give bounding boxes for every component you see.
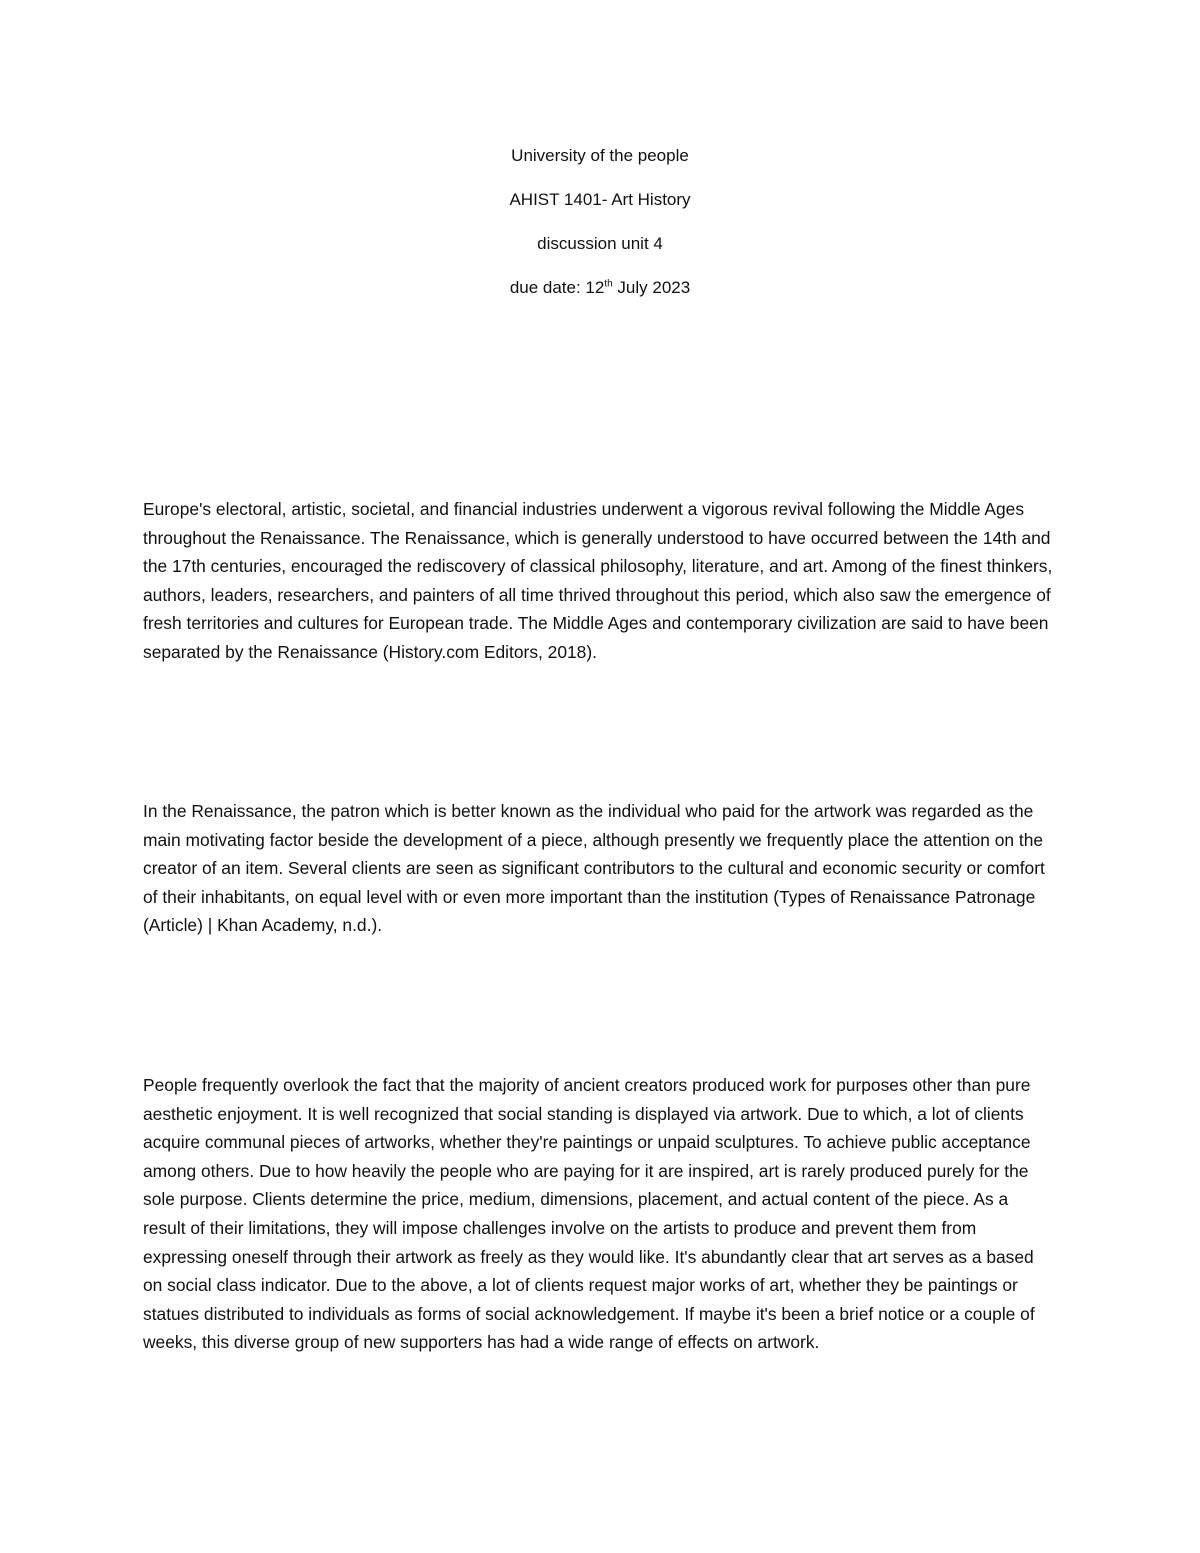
due-date bbox=[0, 274, 1200, 318]
due-date-ordinal: th bbox=[604, 278, 613, 290]
course-title: AHIST 1401- Art History bbox=[509, 190, 691, 209]
body-paragraph: In the Renaissance, the patron which is better known as the individual who paid for the artwork was regarded as the main motivating factor beside the development of a piece, although presently we frequently place the attention on the creator of an item. Several clients are seen as significant contributors to the cultural and economic security or comfort of their inhabitants, on equal level with or even more important than the institution (Types of Renaissance Patronage (Article) | Khan Academy, n.d.). bbox=[143, 801, 1045, 936]
title-block bbox=[0, 142, 1200, 318]
body-paragraph: People frequently overlook the fact that the majority of ancient creators produced work for purposes other than pure aesthetic enjoyment. It is well recognized that social standing is displayed via artwork. Due to which, a lot of clients acquire communal pieces of artworks, whether they're paintings or unpaid sculptures. To achieve public acceptance among others. Due to how heavily the people who are paying for it are inspired, art is rarely produced purely for the sole purpose. Clients determine the price, medium, dimensions, placement, and actual content of the piece. As a result of their limitations, they will impose challenges involve on the artists to produce and prevent them from expressing oneself through their artwork as freely as they would like. It's abundantly clear that art serves as a based on social class indicator. Due to the above, a lot of clients request major works of art, whether they be paintings or statues distributed to individuals as forms of social acknowledgement. If maybe it's been a brief notice or a couple of weeks, this diverse group of new supporters has had a wide range of effects on artwork. bbox=[143, 1075, 1035, 1353]
body-paragraph: Europe's electoral, artistic, societal, and financial industries underwent a vigorous revival following the Middle Ages throughout the Renaissance. The Renaissance, which is generally understood to have occurred between the 14th and the 17th centuries, encouraged the rediscovery of classical philosophy, literature, and art. Among of the finest thinkers, authors, leaders, researchers, and painters of all time thrived throughout this period, which also saw the emergence of fresh territories and cultures for European trade. The Middle Ages and contemporary civilization are said to have been separated by the Renaissance (History.com Editors, 2018). bbox=[143, 499, 1053, 662]
university-name: University of the people bbox=[511, 146, 689, 165]
due-date-suffix: July 2023 bbox=[612, 278, 691, 297]
assignment-title: discussion unit 4 bbox=[537, 234, 663, 253]
due-date-prefix: due date: 12 bbox=[509, 278, 605, 297]
